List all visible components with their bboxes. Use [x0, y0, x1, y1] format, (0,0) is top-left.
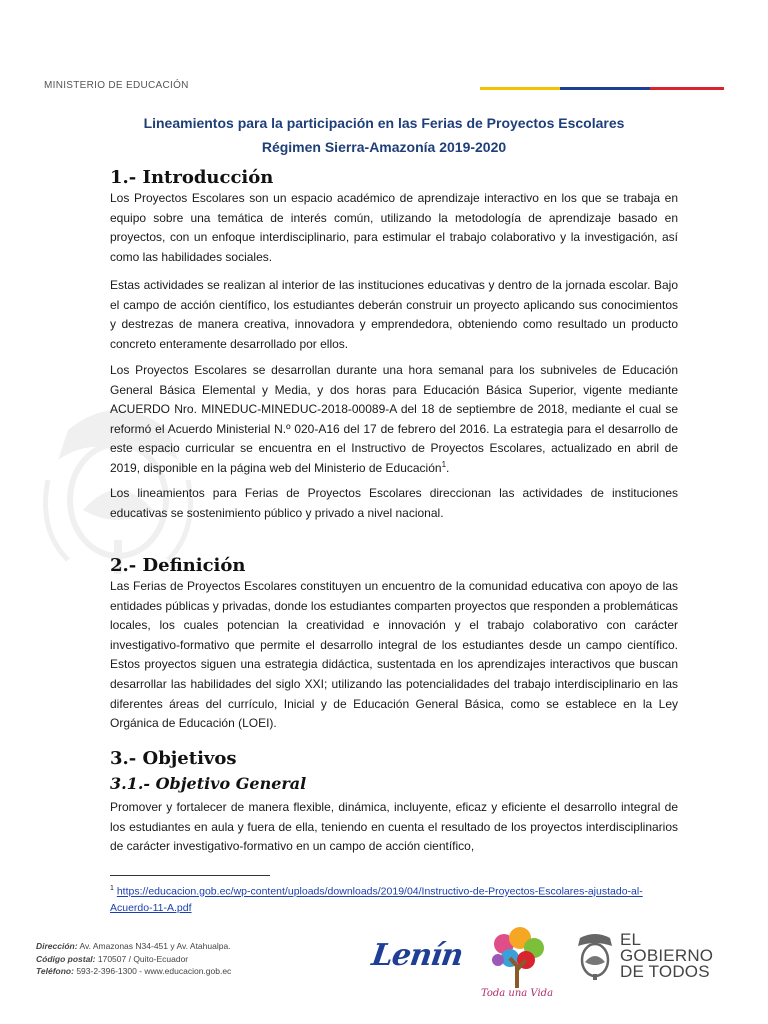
- intro-block-4: [110, 484, 678, 523]
- intro-paragraph-4: Los lineamientos para Ferias de Proyectos Escolares direccionan las actividades de instituciones educativas se sostenimiento público y privado a nivel nacional.: [110, 486, 678, 520]
- flag-stripe: [480, 87, 724, 90]
- heading-general-objective: 3.1.- Objetivo General: [110, 774, 307, 793]
- footnote-number: 1: [110, 885, 114, 892]
- address-value: Av. Amazonas N34-451 y Av. Atahualpa.: [79, 941, 231, 951]
- intro-paragraph-2: Estas actividades se realizan al interior de las instituciones educativas y dentro de la jornada escolar. Bajo el campo de acción científico, los estudiantes deberán construir un proyecto aplicando sus conocimientos y destrezas de manera creativa, innovadora y emprendedora, obteniendo como resultado un producto concreto enteramente desarrollado por ellos.: [110, 278, 678, 351]
- intro-paragraph-1: Los Proyectos Escolares son un espacio académico de aprendizaje interactivo en los que se trabaja en equipo sobre una temática de interés común, utilizando la metodología de aprendizaje basado en proyectos, con un enfoque interdisciplinario, para estimular el trabajo colaborativo y la investigación, así como las habilidades sociales.: [110, 191, 678, 264]
- tree-icon: [480, 926, 554, 990]
- phone-label: Teléfono:: [36, 966, 74, 976]
- footer-address: [36, 940, 231, 978]
- gobierno-line-1: EL: [620, 930, 642, 949]
- heading-objectives: 3.- Objetivos: [110, 748, 237, 769]
- section-definition: [110, 555, 678, 734]
- intro-paragraph-3: [110, 361, 678, 479]
- postal-label: Código postal:: [36, 953, 96, 964]
- flag-red-band: [650, 87, 724, 90]
- postal-value: 170507 / Quito-Ecuador: [97, 953, 189, 964]
- heading-introduction: 1.- Introducción: [110, 167, 274, 188]
- address-label: Dirección:: [36, 941, 78, 951]
- phone-value: 593-2-396-1300 - www.educacion.gob.ec: [76, 966, 232, 976]
- gobierno-line-2: GOBIERNO: [620, 946, 714, 965]
- heading-definition: 2.- Definición: [110, 555, 246, 576]
- section-objectives: [110, 748, 678, 857]
- objectives-paragraph: Promover y fortalecer de manera flexible, dinámica, incluyente, eficaz y eficiente el desarrollo integral de los estudiantes en aula y fuera de ella, teniendo en cuenta el resultado de los proyectos interdisciplinarios de carácter investigativo-formativo en un campo de acción científico,: [110, 800, 678, 854]
- gobierno-shield-icon: [574, 932, 616, 980]
- document-title: Lineamientos para la participación en las Ferias de Proyectos Escolares: [143, 115, 625, 131]
- intro-paragraph-3-text: Los Proyectos Escolares se desarrollan durante una hora semanal para los subniveles de Educación General Básica Elemental y Media, y dos horas para Educación Básica Superior, vigente mediante ACUERDO Nro. MINEDUC-MINEDUC-2018-00089-A del 18 de septiembre de 2018, mediante el cual se reformó el Acuerdo Ministerial N.º 020-A16 del 17 de febrero del 2016. La estrategia para el desarrollo de este espacio curricular se encuentra en el Instructivo de Proyectos Escolares, actualizado en abril de 2019, disponible en la página web del Ministerio de Educación: [110, 363, 678, 475]
- footnote-link[interactable]: https://educacion.gob.ec/wp-content/uploads/downloads/2019/04/Instructivo-de-Proyectos-Escolares-ajustado-al-Acuerdo-11-A.pdf: [110, 885, 643, 914]
- gobierno-de-todos-logo: [574, 932, 748, 982]
- ministry-name: MINISTERIO DE EDUCACIÓN: [44, 80, 189, 91]
- gobierno-text: [620, 932, 713, 980]
- document-subtitle: Régimen Sierra-Amazonía 2019-2020: [261, 139, 507, 155]
- tree-caption: Toda una Vida: [480, 988, 554, 999]
- gobierno-line-3: DE TODOS: [620, 962, 710, 981]
- footnote-ref[interactable]: 1: [441, 459, 447, 469]
- lenin-logo: Lenín: [369, 938, 465, 973]
- flag-blue-band: [560, 87, 650, 90]
- definition-paragraph: Las Ferias de Proyectos Escolares constituyen un encuentro de la comunidad educativa con apoyo de las entidades públicas y privadas, donde los estudiantes comparten proyectos que responden a problemáticas locales, los cuales potencian la creatividad e innovación y el trabajo colaborativo con carácter investigativo-formativo que permite el desarrollo integral de los estudiantes desde un campo científico. Estos proyectos siguen una estrategia didáctica, sustentada en los aprendizajes interactivos que buscan desarrollar las habilidades del siglo XXI; utilizando las potencialidades del trabajo interdisciplinario en las diferentes áreas del currículo, Inicial y de Educación General Básica, como se establece en la Ley Orgánica de Educación (LOEI).: [110, 579, 678, 731]
- section-introduction: [110, 167, 678, 267]
- footnote-divider: [110, 875, 270, 876]
- toda-una-vida-logo: [480, 926, 554, 1018]
- intro-block-3: [110, 361, 678, 479]
- flag-yellow-band: [480, 87, 560, 90]
- intro-block-2: [110, 276, 678, 354]
- intro-paragraph-3-end: .: [446, 460, 450, 475]
- footnote: [110, 881, 678, 916]
